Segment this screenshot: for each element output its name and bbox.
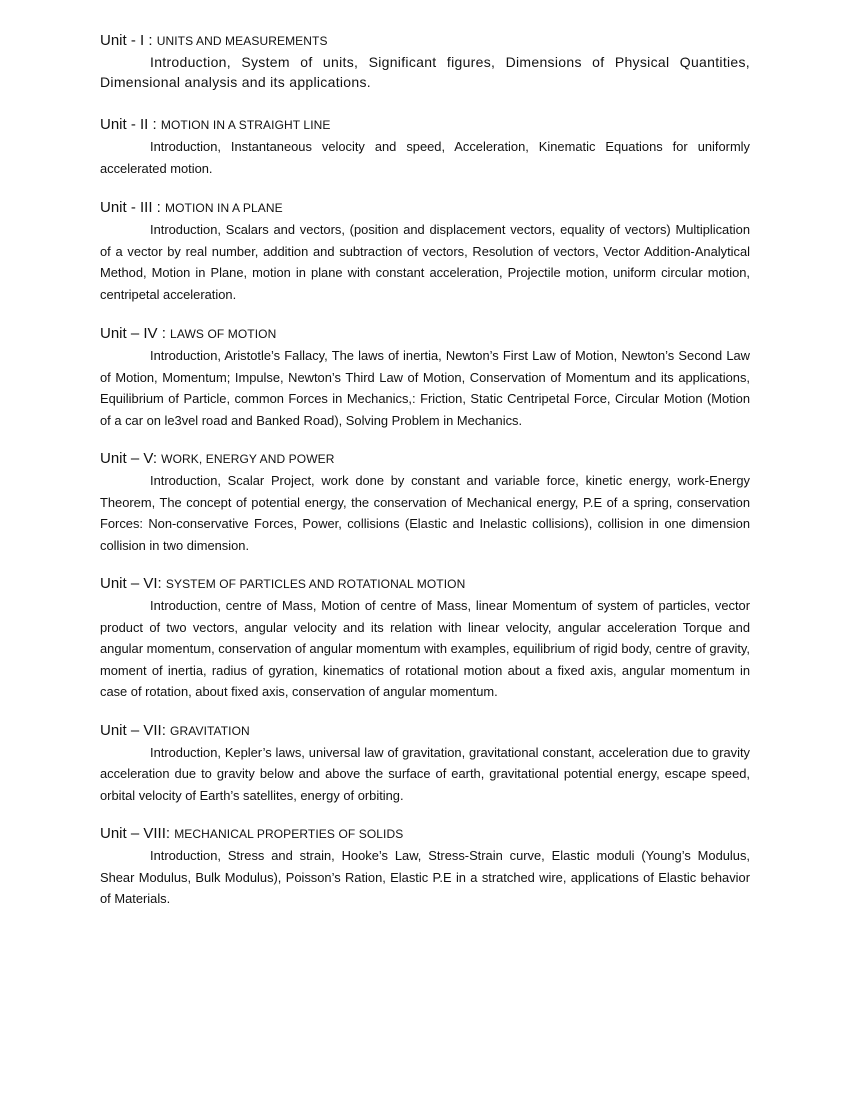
unit-7-label: Unit – VII [100,721,162,739]
unit-4-body: Introduction, Aristotle’s Fallacy, The laws of inertia, Newton’s First Law of Motion, Newton’s Second Law of Motion, Momentum; Impulse, Newton’s Third Law of Motion, Conservation of Momentum and its applications, Equilibrium of Particle, common Forces in Mechanics,: Friction, Static Centripetal Force, Circular Motion (Motion of a car on le3vel road and Banked Road), Solving Problem in Mechanics. [100,348,750,428]
unit-2-label: Unit - II [100,116,149,133]
unit-3-label: Unit - III [100,199,153,216]
unit-1-separator: : [144,32,157,49]
unit-4-section [100,325,750,431]
unit-5-body: Introduction, Scalar Project, work done by constant and variable force, kinetic energy, work-Energy Theorem, The concept of potential energy, the conservation of Mechanical energy, P.E of a spring, conservation Forces: Non-conservative Forces, Power, collisions (Elastic and Inelastic collisions), collision in one dimension collision in two dimension. [100,473,750,553]
unit-4-label: Unit – IV [100,325,158,342]
unit-8-title: MECHANICAL PROPERTIES OF SOLIDS [174,827,404,841]
unit-2-heading [100,116,750,134]
unit-1-body: Introduction, System of units, Significant figures, Dimensions of Physical Quantities, Dimensional analysis and its applications. [100,54,750,90]
unit-1-heading [100,32,750,50]
unit-7-title: GRAVITATION [170,723,250,738]
unit-8-body: Introduction, Stress and strain, Hooke’s Law, Stress-Strain curve, Elastic moduli (Young’s Modulus, Shear Modulus, Bulk Modulus), Poisson’s Ration, Elastic P.E in a stratched wire, applications of Elastic behavior of Materials. [100,848,750,906]
unit-1-label: Unit - I [100,32,145,49]
unit-3-separator: : [152,199,166,216]
unit-2-separator: : [148,116,161,133]
unit-6-separator: : [157,575,166,592]
unit-1-section [100,32,750,92]
unit-2-body: Introduction, Instantaneous velocity and speed, Acceleration, Kinematic Equations for uniformly accelerated motion. [100,139,750,176]
unit-5-heading [100,450,750,468]
unit-4-heading [100,325,750,343]
unit-7-body: Introduction, Kepler’s laws, universal law of gravitation, gravitational constant, acceleration due to gravity acceleration due to gravity below and above the surface of earth, gravitational potential energy, escape speed, orbital velocity of Earth’s satellites, energy of orbiting. [100,744,750,803]
unit-6-section [100,575,750,703]
unit-3-heading [100,199,750,217]
unit-2-section [100,116,750,179]
unit-4-title: LAWS OF MOTION [170,327,277,341]
unit-6-body: Introduction, centre of Mass, Motion of centre of Mass, linear Momentum of system of particles, vector product of two vectors, angular velocity and its relation with linear velocity, angular acceleration Torque and angular momentum, conservation of angular momentum with examples, equilibrium of rigid body, centre of gravity, moment of inertia, radius of gyration, kinematics of rotational motion about a fixed axis, angular momentum in case of rotation, about fixed axis, conservation of angular momentum. [100,598,750,699]
unit-5-title: WORK, ENERGY AND POWER [161,452,335,466]
unit-5-label: Unit – V [100,450,153,467]
unit-4-separator: : [157,325,171,342]
unit-1-title: UNITS AND MEASUREMENTS [156,34,328,48]
unit-5-separator: : [152,450,162,467]
unit-8-label: Unit – VIII [100,825,166,842]
unit-6-heading [100,575,750,593]
unit-2-title: MOTION IN A STRAIGHT LINE [160,118,331,132]
unit-3-title: MOTION IN A PLANE [165,201,283,215]
unit-8-section [100,825,750,910]
unit-6-title: SYSTEM OF PARTICLES AND ROTATIONAL MOTION [165,577,466,591]
unit-7-heading [100,722,750,740]
unit-7-section [100,722,750,807]
unit-8-heading [100,825,750,843]
unit-3-body: Introduction, Scalars and vectors, (position and displacement vectors, equality of vectors) Multiplication of a vector by real number, addition and subtraction of vectors, Resolution of vectors, Vector Addition-Analytical Method, Motion in Plane, motion in plane with constant acceleration, Projectile motion, uniform circular motion, centripetal acceleration. [100,222,750,302]
unit-6-label: Unit – VI [100,575,158,592]
unit-8-separator: : [165,825,175,842]
unit-7-separator: : [161,721,171,739]
unit-5-section [100,450,750,556]
unit-3-section [100,199,750,305]
